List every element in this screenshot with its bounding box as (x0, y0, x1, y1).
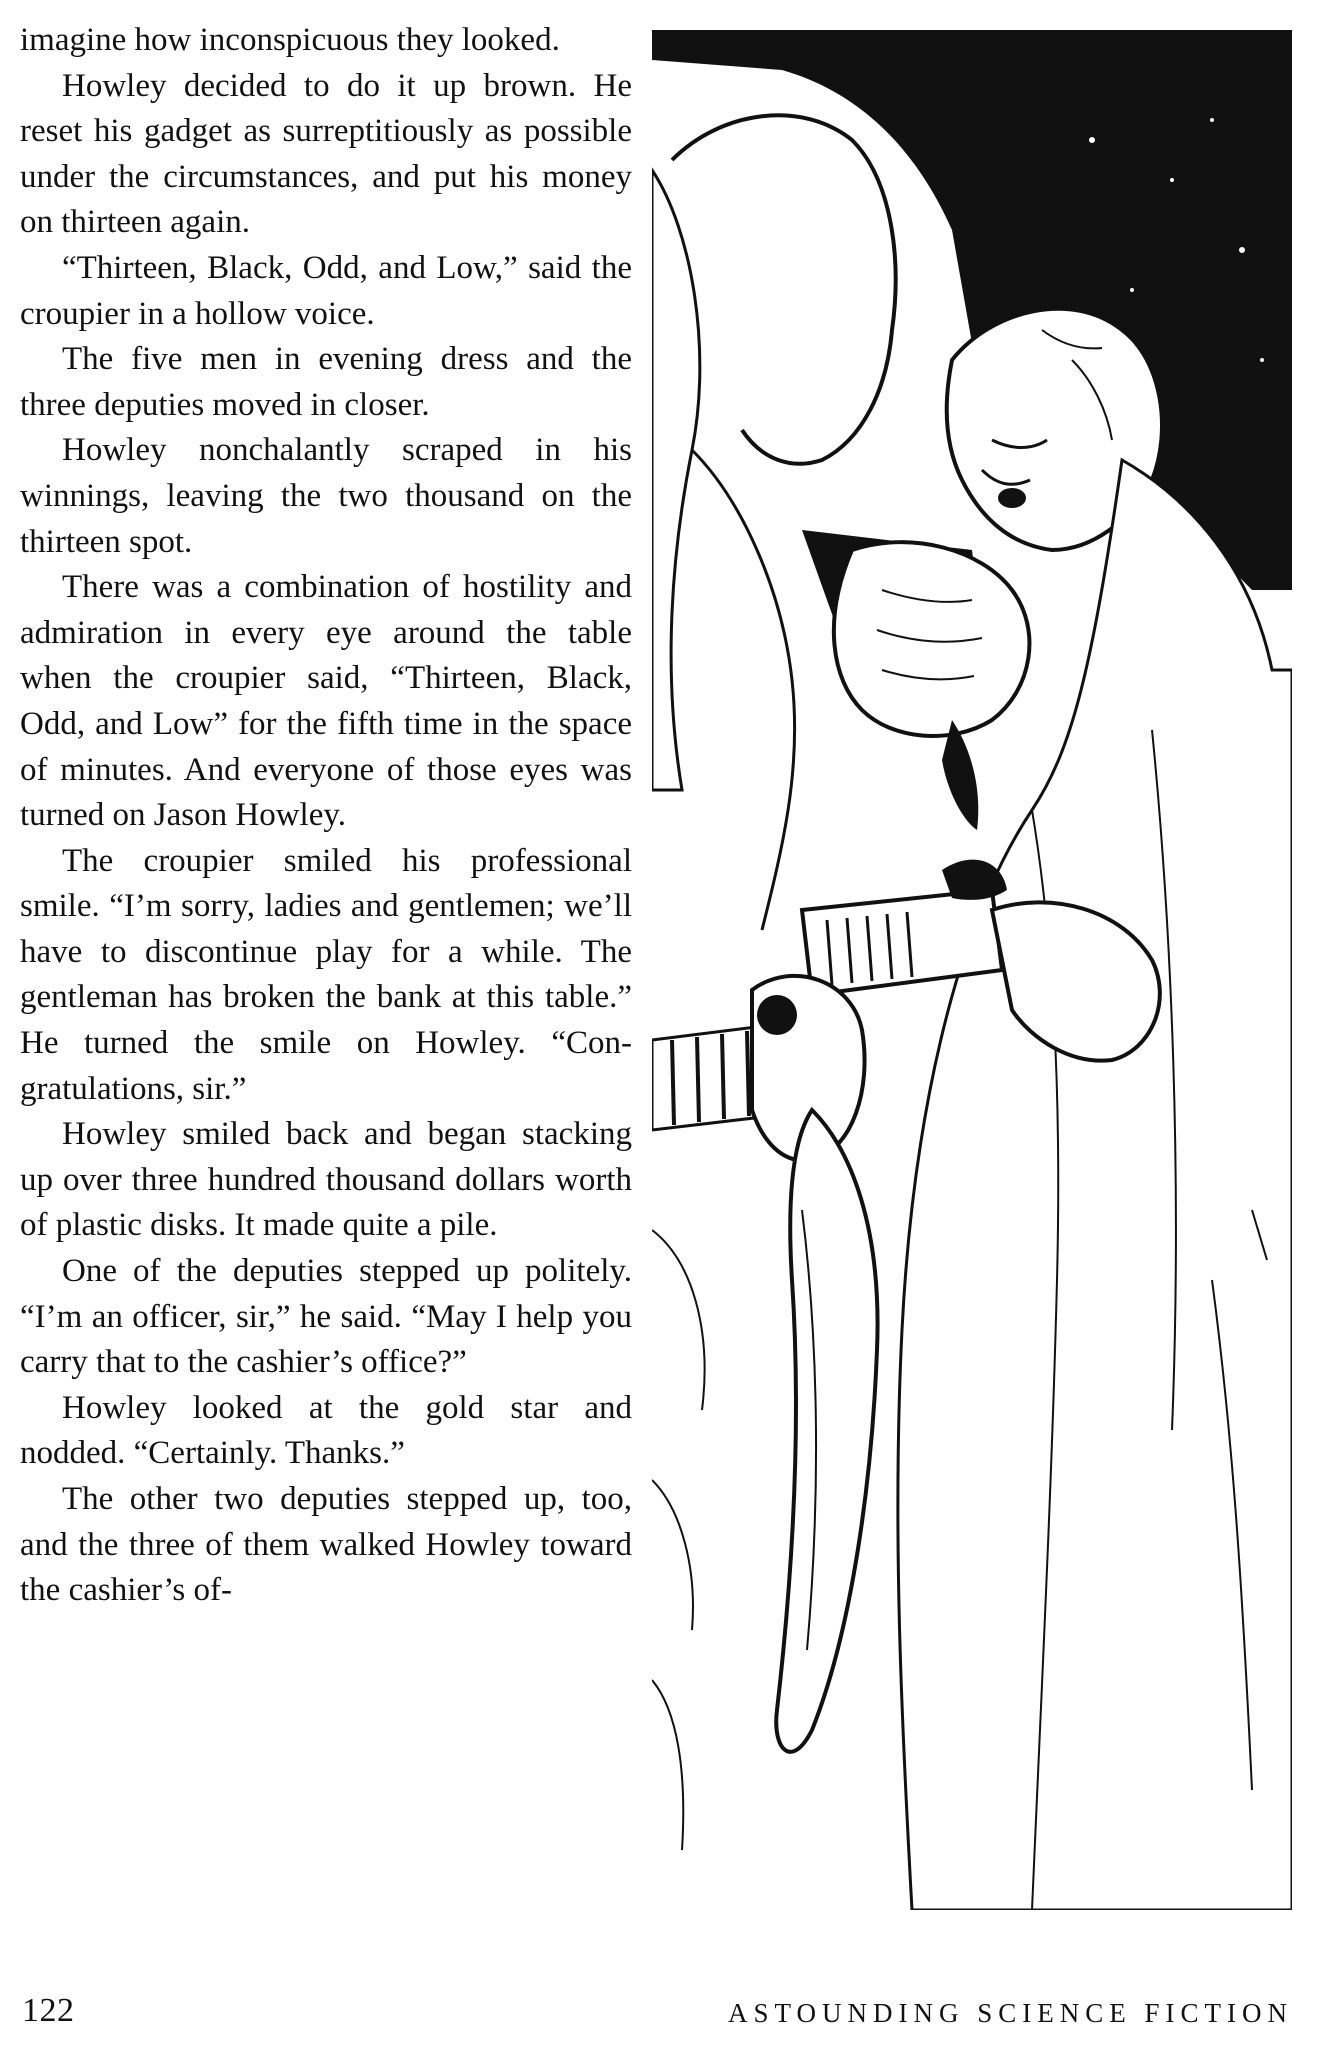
ink-illustration (652, 30, 1292, 1910)
article-paragraph: Howley smiled back and began stacking up over three hundred thousand dollars worth of plastic disks. It made quite a pile. (20, 1116, 632, 1244)
article-paragraph: There was a combination of hostility and admiration in every eye around the table when the croupier said, “Thirteen, Black, Odd, and Low” for the fifth time in the space of minutes. And everyone of those eyes was turned on Jason Howley. (20, 569, 632, 834)
article-text-column (20, 18, 632, 1614)
article-paragraph: The croupier smiled his professional smile. “I’m sorry, ladies and gentlemen; we’ll have to discontinue play for a while. The gentleman has broken the bank at this table.” He turned the smile on Howley. “Congratulations, sir.” (20, 842, 632, 1107)
page-number: 122 (22, 1992, 75, 2029)
article-paragraph: Howley decided to do it up brown. He reset his gadget as surreptitiously as possible under the circumstances, and put his money on thirteen again. (20, 67, 632, 241)
article-paragraph: Howley looked at the gold star and nodded. “Certainly. Thanks.” (20, 1389, 632, 1472)
article-paragraph: The five men in evening dress and the three deputies moved in closer. (20, 341, 632, 423)
article-paragraph: One of the deputies stepped up politely. “I’m an officer, sir,” he said. “May I help you carry that to the cashier’s office?” (20, 1253, 632, 1381)
article-paragraph: Howley nonchalantly scraped in his winnings, leaving the two thousand on the thirteen spot. (20, 432, 632, 560)
article-paragraph: “Thirteen, Black, Odd, and Low,” said the croupier in a hollow voice. (20, 249, 632, 332)
article-paragraph: The other two deputies stepped up, too, and the three of them walked Howley toward the cashier’s of- (20, 1481, 632, 1609)
running-head: ASTOUNDING SCIENCE FICTION (727, 1998, 1293, 2028)
article-paragraph: imagine how inconspicuous they looked. (20, 22, 560, 58)
